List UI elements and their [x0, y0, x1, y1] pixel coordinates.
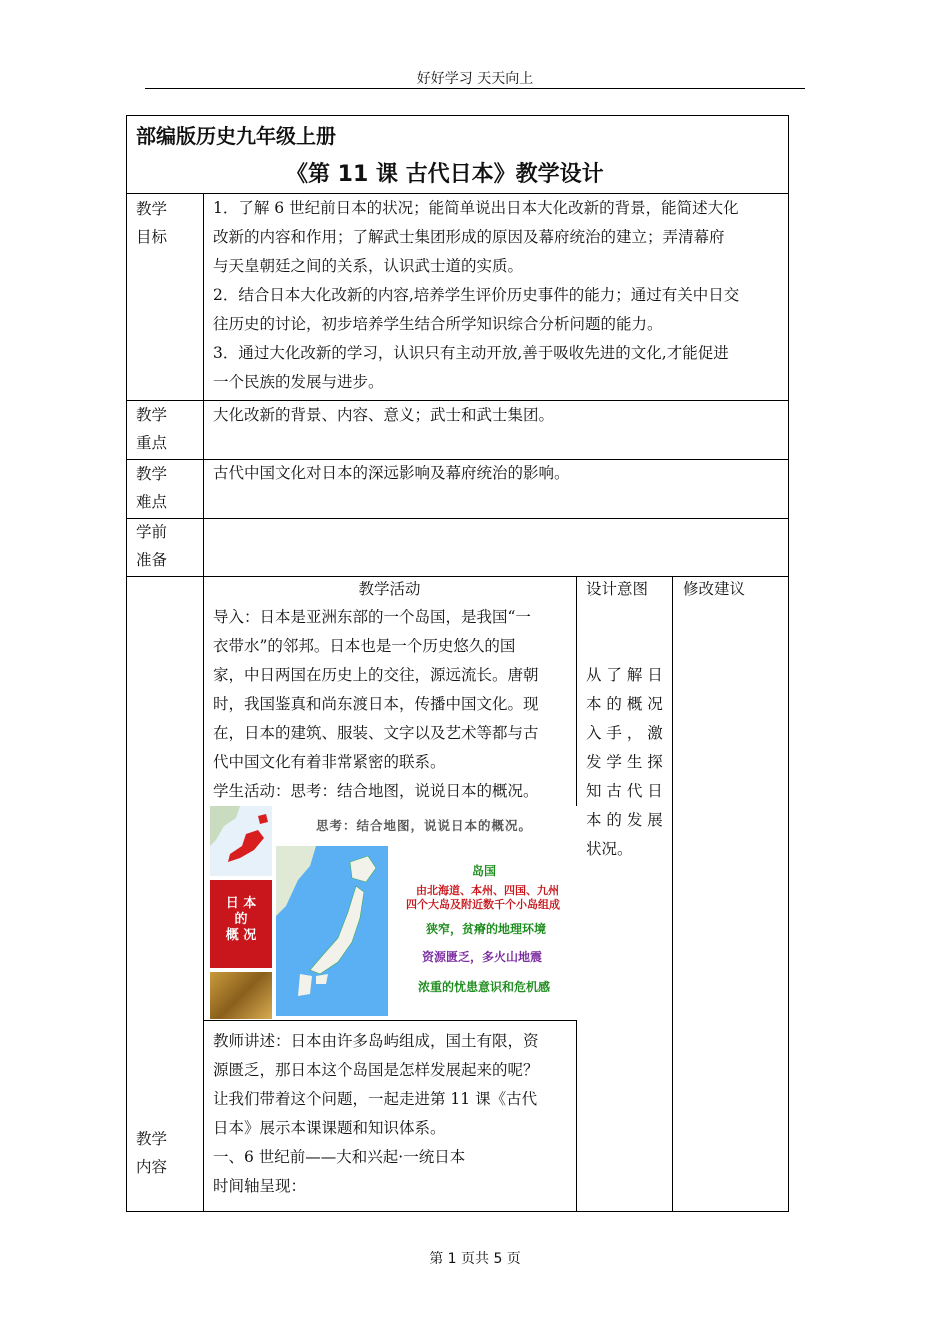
key-label: 教学 重点: [136, 406, 168, 452]
lesson-title: 《第 11 课 古代日本》教学设计: [286, 162, 604, 187]
course-title: 部编版历史九年级上册: [136, 124, 336, 148]
difficulty-label: 教学 难点: [136, 465, 168, 511]
page-header: 好好学习 天天向上: [416, 71, 534, 87]
slide-tag-crisis: 浓重的忧患意识和危机感: [418, 980, 551, 994]
teacher-text: 教师讲述：日本由许多岛屿组成，国土有限，资 源匮乏，那日本这个岛国是怎样发展起来的呢？ 让我们带着这个问题，一起走进第 11 课《古代 日本》展示本课课题和知识体系。 一、6 世纪前——大和兴起·一统日本 时间轴呈现：: [213, 1032, 539, 1195]
prep-label: 学前 准备: [136, 523, 168, 569]
header-divider: [145, 88, 805, 89]
asia-locator-map: [210, 806, 272, 876]
suggest-header: 修改建议: [683, 580, 746, 598]
content-label: 教学 内容: [136, 1130, 168, 1176]
japan-map: [276, 846, 388, 1016]
intent-column-divider: [576, 576, 577, 806]
page-footer: 第 1 页共 5 页: [429, 1251, 521, 1267]
image-divider: [203, 1020, 576, 1021]
difficulty-text: 古代中国文化对日本的深远影响及幕府统治的影响。: [213, 464, 570, 482]
seal-image: [210, 972, 272, 1019]
row-divider: [126, 518, 789, 519]
japan-overview-slide: [210, 806, 576, 1019]
goal-text: 1．了解 6 世纪前日本的状况；能简单说出日本大化改新的背景，能简述大化 改新的内容和作用；了解武士集团形成的原因及幕府统治的建立；弄清幕府 与天皇朝廷之间的关系，认识武士道的实质。 2．结合日本大化改新的内容,培养学生评价历史事件的能力；通过有关中日交 往历史的讨论，初步培养学生结合所学知识综合分析问题的能力。 3．通过大化改新的学习，认识只有主动开放,善于吸收先进的文化,才能促进 一个民族的发展与进步。: [213, 199, 740, 391]
slide-tag-island: 岛国: [472, 864, 497, 878]
overview-label-box: 日 本 的 概 况: [210, 880, 272, 968]
slide-prompt: 思考：结合地图，说说日本的概况。: [316, 818, 533, 833]
suggest-column-divider: [672, 576, 673, 1212]
slide-tag-islands-1: 由北海道、本州、四国、九州: [416, 884, 559, 897]
key-text: 大化改新的背景、内容、意义；武士和武士集团。: [213, 406, 555, 424]
goal-label: 教学 目标: [136, 200, 168, 246]
intro-text: 导入：日本是亚洲东部的一个岛国，是我国“一 衣带水”的邻邦。日本也是一个历史悠久的国 家，中日两国在历史上的交往，源远流长。唐朝 时，我国鉴真和尚东渡日本，传播中国文化。现 在，日本的建筑、服装、文字以及艺术等都与古 代中国文化有着非常紧密的联系。 学生活动：思考：结合地图，说说日本的概况。: [213, 608, 539, 800]
intent-column-divider: [576, 1020, 577, 1212]
intent-header: 设计意图: [586, 580, 649, 598]
slide-tag-resources: 资源匮乏，多火山地震: [422, 950, 543, 964]
slide-tag-islands-2: 四个大岛及附近数千个小岛组成: [406, 898, 560, 911]
activity-header: 教学活动: [358, 580, 421, 598]
intent-text: 从 了 解 日 本 的 概 况 入 手 ， 激 发 学 生 探 知 古 代 日 本 的 发 展 状况。: [586, 666, 663, 858]
slide-tag-geography: 狭窄，贫瘠的地理环境: [426, 922, 547, 936]
label-column-divider: [203, 193, 204, 1212]
